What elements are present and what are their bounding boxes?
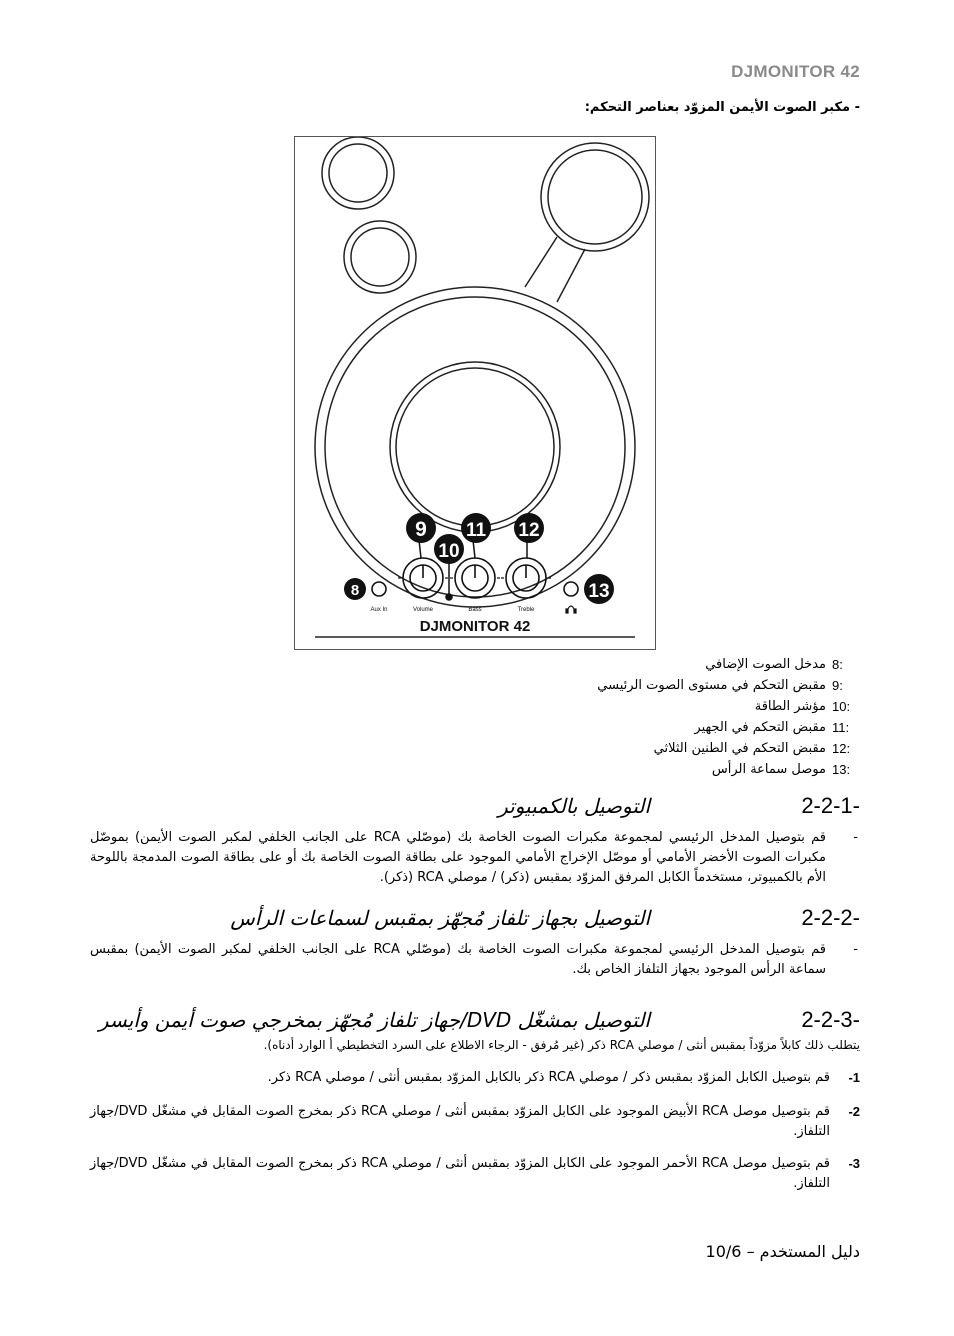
step-item: -2 قم بتوصيل موصل RCA الأبيض الموجود على الكابل المزوّد بمقبس أنثى / موصلي RCA ذكر بمخرج الصوت المقابل في مشغّل DVD/جهاز التلفاز. [90,1104,860,1139]
headphone-icon [566,606,576,613]
speaker-figure [294,136,656,650]
legend-item: 11: مقبض التحكم في الجهير [694,720,850,735]
label-volume: Volume [412,607,434,613]
section-2-paragraph: - قم بتوصيل المدخل الرئيسي لمجموعة مكبرات الصوت الخاصة بك (موصّلي RCA على الجانب الخلفي لمكبر الصوت الأيمن) بمقبس سماعة الرأس الموجود بجهاز التلفاز الخاص بك. [90,942,858,977]
legend-list [500,654,860,780]
legend-item: 12: مقبض التحكم في الطنين الثلاثي [653,741,851,756]
section-1-paragraph: - قم بتوصيل المدخل الرئيسي لمجموعة مكبرات الصوت الخاصة بك (موصّلي RCA على الجانب الخلفي لمكبر الصوت الأيمن) بموصّل مكبرات الصوت الأخضر الأمامي أو موصّل الإخراج الأمامي الموجود على بطاقة الصوت الخاصة بك أو على بطاقة الصوت المدمجة باللوحة الأم بالكمبيوتر، مستخدماً الكابل المرفق المزوّد بمقبس (ذكر) / موصلي RCA (ذكر). [90,830,858,885]
marker-13 [584,574,614,604]
label-aux-in: Aux In [370,607,388,613]
marker-11 [461,513,491,543]
svg-text:9: 9 [415,518,427,541]
speaker-drawing [295,137,657,651]
svg-text:8: 8 [350,582,360,599]
label-bass: Bass [468,607,482,613]
marker-9 [406,513,436,543]
legend-item: 8: مدخل الصوت الإضافي [705,657,843,672]
svg-text:12: 12 [518,520,540,541]
intro-line: - مكبر الصوت الأيمن المزوّد بعناصر التحكم: [584,100,860,115]
section-heading-1: 2-2-1- التوصيل بالكمبيوتر [498,793,860,818]
marker-8 [344,578,366,600]
step-item: -1 قم بتوصيل الكابل المزوّد بمقبس ذكر / موصلي RCA ذكر بالكابل المزوّد بمقبس أنثى / موصلي RCA ذكر. [267,1070,860,1085]
section-heading-3: 2-2-3- التوصيل بمشغّل DVD/جهاز تلفاز مُجهّز بمخرجي صوت أيمن وأيسر [98,1007,860,1032]
section-3-note: يتطلب ذلك كابلاً مزوّداً بمقبس أنثى / موصلي RCA ذكر (غير مُرفق - الرجاء الاطلاع على السرد التخطيطي أ الوارد أدناه). [263,1038,860,1052]
step-item: -3 قم بتوصيل موصل RCA الأحمر الموجود على الكابل المزوّد بمقبس أنثى / موصلي RCA ذكر بمخرج الصوت المقابل في مشغّل DVD/جهاز التلفاز. [90,1156,860,1191]
legend-item: 13: موصل سماعة الرأس [711,762,851,777]
page-header-brand: DJMONITOR 42 [731,62,860,81]
marker-12 [514,513,544,543]
legend-item: 9: مقبض التحكم في مستوى الصوت الرئيسي [597,678,843,693]
page-footer: دليل المستخدم – 10/6 [705,1242,860,1261]
svg-text:13: 13 [588,581,610,602]
svg-text:10: 10 [438,541,460,562]
svg-text:11: 11 [465,520,487,541]
aux-in-jack [372,582,386,596]
figure-brand: DJMONITOR 42 [419,618,531,635]
legend-item: 10: مؤشر الطاقة [754,699,851,714]
headphone-jack [564,582,578,596]
label-treble: Treble [517,607,535,613]
marker-10 [434,534,464,564]
section-heading-2: 2-2-2- التوصيل بجهاز تلفاز مُجهّز بمقبس لسماعات الرأس [230,905,860,930]
